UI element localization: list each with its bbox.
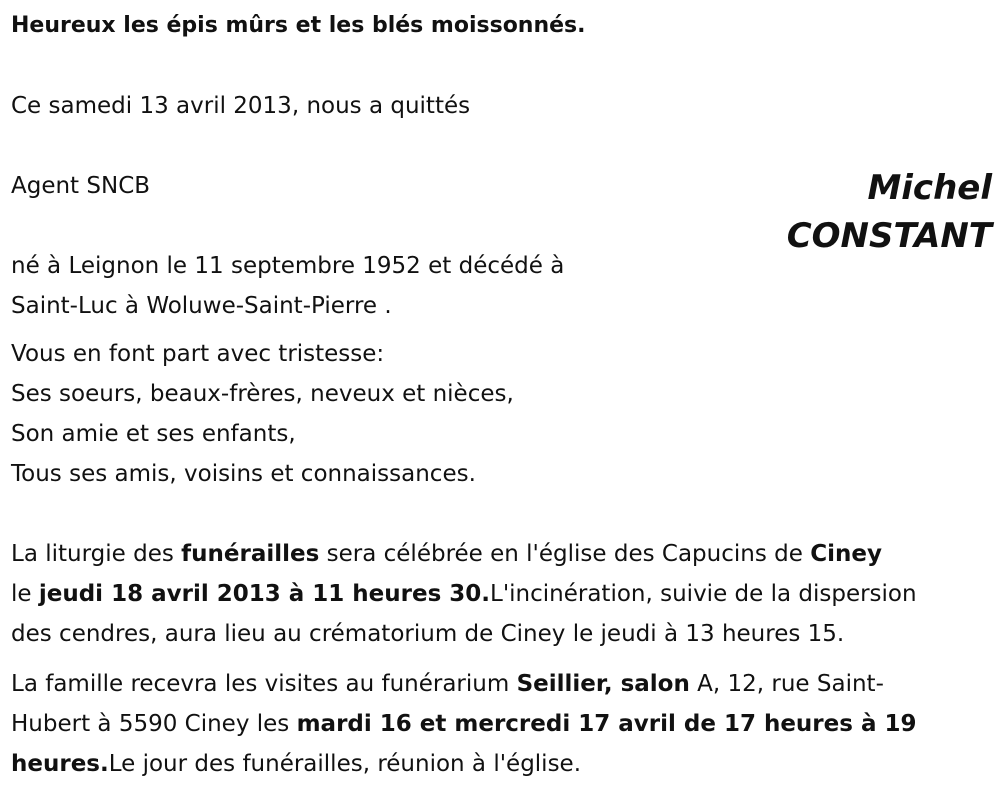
family-paragraph bbox=[11, 334, 514, 494]
liturgy-text: sera célébrée en l'église des Capucins de bbox=[319, 541, 811, 567]
liturgy-paragraph bbox=[11, 534, 991, 654]
visits-line-3 bbox=[11, 744, 991, 784]
visits-text: La famille recevra les visites au funérarium bbox=[11, 671, 517, 697]
deceased-first-name: Michel bbox=[867, 168, 992, 208]
liturgy-line-3: des cendres, aura lieu au crématorium de Ciney le jeudi à 13 heures 15. bbox=[11, 621, 845, 647]
liturgy-text: La liturgie des bbox=[11, 541, 182, 567]
visits-paragraph bbox=[11, 664, 991, 784]
family-line: Vous en font part avec tristesse: bbox=[11, 341, 385, 367]
birth-line-2: Saint-Luc à Woluwe-Saint-Pierre . bbox=[11, 293, 392, 319]
occupation: Agent SNCB bbox=[11, 173, 151, 199]
liturgy-text: L'incinération, suivie de la dispersion bbox=[490, 581, 917, 607]
liturgy-line-2 bbox=[11, 574, 991, 614]
visits-text: Hubert à 5590 Ciney les bbox=[11, 711, 297, 737]
liturgy-bold: Ciney bbox=[810, 541, 882, 567]
visits-bold: Seillier, salon bbox=[516, 671, 690, 697]
family-line: Ses soeurs, beaux-frères, neveux et nièces, bbox=[11, 381, 514, 407]
visits-line-1 bbox=[11, 664, 991, 704]
visits-text: A, 12, rue Saint- bbox=[689, 671, 884, 697]
death-announcement: Ce samedi 13 avril 2013, nous a quittés bbox=[11, 93, 471, 119]
family-line: Tous ses amis, voisins et connaissances. bbox=[11, 461, 476, 487]
liturgy-line-1 bbox=[11, 534, 991, 574]
visits-bold: heures. bbox=[11, 751, 109, 777]
birth-death-paragraph bbox=[11, 246, 564, 326]
liturgy-text: le bbox=[11, 581, 39, 607]
deceased-last-name: CONSTANT bbox=[786, 216, 992, 256]
liturgy-bold: funérailles bbox=[181, 541, 320, 567]
visits-bold: mardi 16 et mercredi 17 avril de 17 heures à 19 bbox=[296, 711, 917, 737]
visits-text: Le jour des funérailles, réunion à l'église. bbox=[108, 751, 582, 777]
liturgy-bold: jeudi 18 avril 2013 à 11 heures 30. bbox=[38, 581, 491, 607]
birth-line-1: né à Leignon le 11 septembre 1952 et décédé à bbox=[11, 253, 565, 279]
visits-line-2 bbox=[11, 704, 991, 744]
deceased-name bbox=[787, 164, 992, 260]
family-line: Son amie et ses enfants, bbox=[11, 421, 296, 447]
epigraph-heading: Heureux les épis mûrs et les blés moissonnés. bbox=[11, 13, 586, 38]
